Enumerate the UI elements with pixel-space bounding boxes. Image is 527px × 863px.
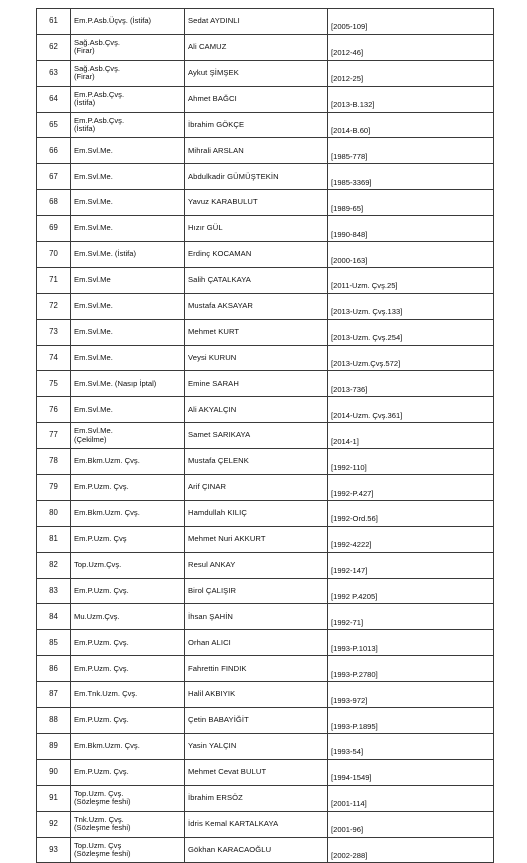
row-number: 82	[37, 552, 71, 578]
name-cell: Hızır GÜL	[185, 216, 328, 242]
reference-cell: [1985-3369]	[328, 164, 494, 190]
reference-cell: [2005-109]	[328, 9, 494, 35]
rank-cell	[71, 112, 185, 138]
table-row	[37, 9, 494, 35]
rank-line: Em.P.Asb.Çvş.	[74, 115, 125, 125]
rank-cell	[71, 164, 185, 190]
name-cell: Fahrettin FINDIK	[185, 656, 328, 682]
rank-cell	[71, 656, 185, 682]
reference-cell: [1993-54]	[328, 733, 494, 759]
row-number: 78	[37, 449, 71, 475]
rank-cell	[71, 293, 185, 319]
reference-cell: [1989-65]	[328, 190, 494, 216]
name-cell: İdris Kemal KARTALKAYA	[185, 811, 328, 837]
table-row	[37, 216, 494, 242]
name-cell: Hamdullah KILIÇ	[185, 500, 328, 526]
table-row	[37, 371, 494, 397]
rank-cell	[71, 34, 185, 60]
row-number: 81	[37, 526, 71, 552]
rank-line: (Sözleşme feshi)	[74, 797, 131, 807]
name-cell: İbrahim GÖKÇE	[185, 112, 328, 138]
name-cell: Erdinç KOCAMAN	[185, 242, 328, 268]
rank-line: Em.P.Asb.Çvş.	[74, 89, 125, 99]
rank-line: Em.Svl.Me.	[74, 197, 113, 207]
reference-cell: [1985-778]	[328, 138, 494, 164]
rank-line: Top.Uzm. Çvş	[74, 840, 122, 850]
rank-line: Top.Uzm.Çvş.	[74, 559, 122, 569]
table-row	[37, 449, 494, 475]
table-row	[37, 759, 494, 785]
row-number: 69	[37, 216, 71, 242]
reference-cell: [1993-P.1013]	[328, 630, 494, 656]
rank-cell	[71, 216, 185, 242]
row-number: 88	[37, 708, 71, 734]
table-row	[37, 526, 494, 552]
name-cell: Resul ANKAY	[185, 552, 328, 578]
name-cell: Aykut ŞİMŞEK	[185, 60, 328, 86]
rank-line: Em.P.Uzm. Çvş.	[74, 585, 129, 595]
rank-line: Em.Svl.Me.	[74, 145, 113, 155]
name-cell: Halil AKBIYIK	[185, 682, 328, 708]
reference-cell: [1992 P.4205]	[328, 578, 494, 604]
rank-line: Em.P.Uzm. Çvş.	[74, 715, 129, 725]
table-row	[37, 345, 494, 371]
table-row	[37, 552, 494, 578]
table-row	[37, 138, 494, 164]
row-number: 74	[37, 345, 71, 371]
table-row	[37, 319, 494, 345]
rank-line: (Firar)	[74, 46, 95, 56]
reference-cell: [2014-Uzm. Çvş.361]	[328, 397, 494, 423]
rank-line: (Firar)	[74, 72, 95, 82]
rank-cell	[71, 578, 185, 604]
table-row	[37, 656, 494, 682]
table-row	[37, 60, 494, 86]
rank-cell	[71, 9, 185, 35]
name-cell: Birol ÇALIŞIR	[185, 578, 328, 604]
rank-line: Top.Uzm. Çvş.	[74, 788, 124, 798]
rank-line: Em.Svl.Me.	[74, 426, 113, 436]
name-cell: Mihrali ARSLAN	[185, 138, 328, 164]
table-row	[37, 708, 494, 734]
table-row	[37, 630, 494, 656]
row-number: 63	[37, 60, 71, 86]
row-number: 92	[37, 811, 71, 837]
rank-cell	[71, 759, 185, 785]
rank-cell	[71, 785, 185, 811]
table-row	[37, 423, 494, 449]
name-cell: Veysi KURUN	[185, 345, 328, 371]
name-cell: Mehmet KURT	[185, 319, 328, 345]
row-number: 80	[37, 500, 71, 526]
rank-cell	[71, 604, 185, 630]
personnel-table	[36, 8, 494, 863]
rank-cell	[71, 423, 185, 449]
table-row	[37, 34, 494, 60]
rank-cell	[71, 500, 185, 526]
rank-line: (Sözleşme feshi)	[74, 823, 131, 833]
reference-cell: [1993-P.2780]	[328, 656, 494, 682]
row-number: 86	[37, 656, 71, 682]
table-row	[37, 785, 494, 811]
reference-cell: [1993-P.1895]	[328, 708, 494, 734]
row-number: 67	[37, 164, 71, 190]
row-number: 75	[37, 371, 71, 397]
rank-cell	[71, 242, 185, 268]
rank-line: Em.P.Uzm. Çvş.	[74, 767, 129, 777]
rank-line: (İstifa)	[74, 98, 96, 108]
rank-cell	[71, 86, 185, 112]
rank-line: (Sözleşme feshi)	[74, 848, 131, 858]
rank-line: Em.Svl.Me.	[74, 171, 113, 181]
name-cell: Samet SARIKAYA	[185, 423, 328, 449]
name-cell: Orhan ALICI	[185, 630, 328, 656]
row-number: 83	[37, 578, 71, 604]
rank-line: Em.Svl.Me.	[74, 326, 113, 336]
rank-line: Em.Svl.Me.	[74, 223, 113, 233]
table-row	[37, 837, 494, 863]
reference-cell: [2014-B.60]	[328, 112, 494, 138]
reference-cell: [1993-972]	[328, 682, 494, 708]
table-row	[37, 578, 494, 604]
row-number: 79	[37, 475, 71, 501]
name-cell: Gökhan KARACAOĞLU	[185, 837, 328, 863]
reference-cell: [2001-96]	[328, 811, 494, 837]
rank-line: Em.Bkm.Uzm. Çvş.	[74, 741, 140, 751]
reference-cell: [2013-736]	[328, 371, 494, 397]
rank-cell	[71, 319, 185, 345]
reference-cell: [2013-B.132]	[328, 86, 494, 112]
row-number: 71	[37, 267, 71, 293]
reference-cell: [2013-Uzm.Çvş.572]	[328, 345, 494, 371]
reference-cell: [2014-1]	[328, 423, 494, 449]
reference-cell: [1992-P.427]	[328, 475, 494, 501]
row-number: 85	[37, 630, 71, 656]
rank-cell	[71, 630, 185, 656]
rank-line: Em.Svl.Me. (Nasıp İptal)	[74, 378, 157, 388]
rank-line: Sağ.Asb.Çvş.	[74, 37, 121, 47]
row-number: 65	[37, 112, 71, 138]
rank-line: Em.P.Uzm. Çvş.	[74, 637, 129, 647]
rank-line: (Çekilme)	[74, 434, 107, 444]
rank-cell	[71, 371, 185, 397]
rank-line: Tnk.Uzm. Çvş.	[74, 814, 124, 824]
row-number: 91	[37, 785, 71, 811]
rank-line: Em.Svl.Me	[74, 275, 111, 285]
rank-cell	[71, 60, 185, 86]
name-cell: Mehmet Cevat BULUT	[185, 759, 328, 785]
row-number: 90	[37, 759, 71, 785]
rank-cell	[71, 475, 185, 501]
rank-line: Em.Svl.Me.	[74, 404, 113, 414]
name-cell: Mustafa AKSAYAR	[185, 293, 328, 319]
table-row	[37, 500, 494, 526]
rank-line: Em.P.Uzm. Çvş.	[74, 663, 129, 673]
table-row	[37, 164, 494, 190]
reference-cell: [2001-114]	[328, 785, 494, 811]
reference-cell: [1994-1549]	[328, 759, 494, 785]
rank-cell	[71, 552, 185, 578]
reference-cell: [2013-Uzm. Çvş.133]	[328, 293, 494, 319]
rank-cell	[71, 449, 185, 475]
row-number: 87	[37, 682, 71, 708]
name-cell: Ahmet BAĞCI	[185, 86, 328, 112]
row-number: 70	[37, 242, 71, 268]
rank-line: Em.Svl.Me. (İstifa)	[74, 249, 137, 259]
reference-cell: [1992-110]	[328, 449, 494, 475]
name-cell: Yasin YALÇIN	[185, 733, 328, 759]
rank-line: Em.P.Asb.Üçvş. (İstifa)	[74, 16, 152, 26]
name-cell: Yavuz KARABULUT	[185, 190, 328, 216]
name-cell: Salih ÇATALKAYA	[185, 267, 328, 293]
rank-line: Mu.Uzm.Çvş.	[74, 611, 120, 621]
rank-line: Em.P.Uzm. Çvş	[74, 534, 127, 544]
reference-cell: [1992-71]	[328, 604, 494, 630]
table-row	[37, 811, 494, 837]
rank-cell	[71, 811, 185, 837]
table-row	[37, 242, 494, 268]
rank-line: Em.Bkm.Uzm. Çvş.	[74, 508, 140, 518]
rank-cell	[71, 345, 185, 371]
rank-line: Em.Svl.Me.	[74, 301, 113, 311]
reference-cell: [2011-Uzm. Çvş.25]	[328, 267, 494, 293]
table-row	[37, 190, 494, 216]
table-body	[37, 9, 494, 863]
name-cell: Mehmet Nuri AKKURT	[185, 526, 328, 552]
reference-cell: [2002-288]	[328, 837, 494, 863]
reference-cell: [1992-4222]	[328, 526, 494, 552]
rank-line: Em.Svl.Me.	[74, 352, 113, 362]
reference-cell: [2012-46]	[328, 34, 494, 60]
table-row	[37, 733, 494, 759]
row-number: 66	[37, 138, 71, 164]
rank-line: (İstifa)	[74, 124, 96, 133]
rank-cell	[71, 708, 185, 734]
row-number: 68	[37, 190, 71, 216]
name-cell: Mustafa ÇELENK	[185, 449, 328, 475]
row-number: 61	[37, 9, 71, 35]
rank-cell	[71, 733, 185, 759]
rank-cell	[71, 138, 185, 164]
row-number: 72	[37, 293, 71, 319]
row-number: 62	[37, 34, 71, 60]
row-number: 73	[37, 319, 71, 345]
rank-cell	[71, 267, 185, 293]
reference-cell: [2013-Uzm. Çvş.254]	[328, 319, 494, 345]
rank-line: Em.P.Uzm. Çvş.	[74, 482, 129, 492]
table-row	[37, 112, 494, 138]
reference-cell: [1992-Ord.56]	[328, 500, 494, 526]
row-number: 84	[37, 604, 71, 630]
rank-cell	[71, 397, 185, 423]
name-cell: Ali AKYALÇIN	[185, 397, 328, 423]
row-number: 89	[37, 733, 71, 759]
reference-cell: [2012-25]	[328, 60, 494, 86]
reference-cell: [2000-163]	[328, 242, 494, 268]
name-cell: Abdulkadir GÜMÜŞTEKİN	[185, 164, 328, 190]
rank-line: Em.Tnk.Uzm. Çvş.	[74, 689, 138, 699]
reference-cell: [1992-147]	[328, 552, 494, 578]
table-row	[37, 86, 494, 112]
name-cell: Arif ÇINAR	[185, 475, 328, 501]
name-cell: Emine SARAH	[185, 371, 328, 397]
name-cell: İhsan ŞAHİN	[185, 604, 328, 630]
row-number: 76	[37, 397, 71, 423]
name-cell: Çetin BABAYİĞİT	[185, 708, 328, 734]
rank-cell	[71, 837, 185, 863]
rank-line: Sağ.Asb.Çvş.	[74, 63, 121, 73]
table-row	[37, 682, 494, 708]
rank-cell	[71, 190, 185, 216]
rank-line: Em.Bkm.Uzm. Çvş.	[74, 456, 140, 466]
name-cell: İbrahim ERSÖZ	[185, 785, 328, 811]
table-row	[37, 267, 494, 293]
row-number: 93	[37, 837, 71, 863]
name-cell: Sedat AYDINLI	[185, 9, 328, 35]
name-cell: Ali CAMUZ	[185, 34, 328, 60]
row-number: 64	[37, 86, 71, 112]
reference-cell: [1990-848]	[328, 216, 494, 242]
table-row	[37, 293, 494, 319]
table-row	[37, 604, 494, 630]
table-row	[37, 397, 494, 423]
table-row	[37, 475, 494, 501]
rank-cell	[71, 526, 185, 552]
rank-cell	[71, 682, 185, 708]
row-number: 77	[37, 423, 71, 449]
